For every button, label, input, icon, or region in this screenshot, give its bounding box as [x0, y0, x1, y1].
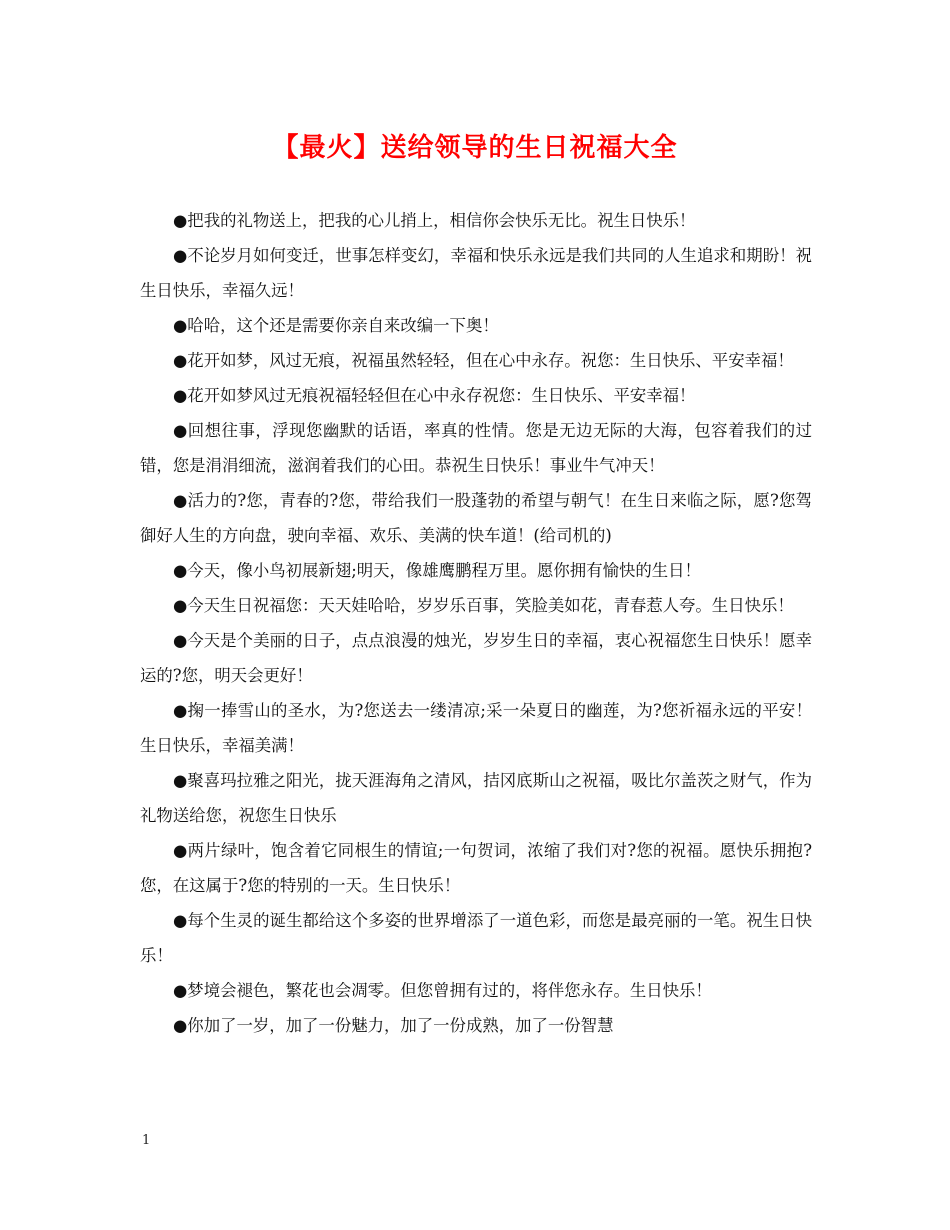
- document-body: [140, 203, 812, 1043]
- document-title: 【最火】送给领导的生日祝福大全: [272, 133, 678, 163]
- paragraph: ●活力的?您，青春的?您，带给我们一股蓬勃的希望与朝气！在生日来临之际，愿?您驾御好人生的方向盘，驶向幸福、欢乐、美满的快车道！(给司机的): [140, 491, 812, 545]
- paragraph: ●两片绿叶，饱含着它同根生的情谊;一句贺词，浓缩了我们对?您的祝福。愿快乐拥抱?您，在这属于?您的特别的一天。生日快乐！: [140, 841, 812, 895]
- paragraph: ●哈哈，这个还是需要你亲自来改编一下奥！: [173, 316, 499, 335]
- paragraph: ●花开如梦，风过无痕，祝福虽然轻轻，但在心中永存。祝您：生日快乐、平安幸福！: [173, 351, 794, 370]
- paragraph: ●聚喜玛拉雅之阳光，拢天涯海角之清风，拮冈底斯山之祝福，吸比尔盖茨之财气，作为礼物送给您，祝您生日快乐: [140, 771, 812, 825]
- paragraph: ●你加了一岁，加了一份魅力，加了一份成熟，加了一份智慧: [173, 1016, 614, 1035]
- paragraph: ●今天，像小鸟初展新翅;明天，像雄鹰鹏程万里。愿你拥有愉快的生日！: [173, 561, 701, 580]
- paragraph: ●今天生日祝福您：天天娃哈哈，岁岁乐百事，笑脸美如花，青春惹人夸。生日快乐！: [173, 596, 794, 615]
- paragraph: ●回想往事，浮现您幽默的话语，率真的性情。您是无边无际的大海，包容着我们的过错，您是涓涓细流，滋润着我们的心田。恭祝生日快乐！事业牛气冲天！: [140, 421, 812, 475]
- paragraph: ●掬一捧雪山的圣水，为?您送去一缕清凉;采一朵夏日的幽莲，为?您祈福永远的平安！生日快乐，幸福美满！: [140, 701, 812, 755]
- paragraph: ●每个生灵的诞生都给这个多姿的世界增添了一道色彩，而您是最亮丽的一笔。祝生日快乐！: [140, 911, 812, 965]
- paragraph: ●梦境会褪色，繁花也会凋零。但您曾拥有过的，将伴您永存。生日快乐！: [173, 981, 712, 1000]
- paragraph: ●不论岁月如何变迁，世事怎样变幻，幸福和快乐永远是我们共同的人生追求和期盼！祝生日快乐，幸福久远！: [140, 246, 812, 300]
- paragraph: ●花开如梦风过无痕祝福轻轻但在心中永存祝您：生日快乐、平安幸福！: [173, 386, 696, 405]
- page-number: 1: [142, 1133, 151, 1148]
- paragraph: ●今天是个美丽的日子，点点浪漫的烛光，岁岁生日的幸福，衷心祝福您生日快乐！愿幸运的?您，明天会更好！: [140, 631, 812, 685]
- paragraph: ●把我的礼物送上，把我的心儿捎上，相信你会快乐无比。祝生日快乐！: [173, 211, 696, 230]
